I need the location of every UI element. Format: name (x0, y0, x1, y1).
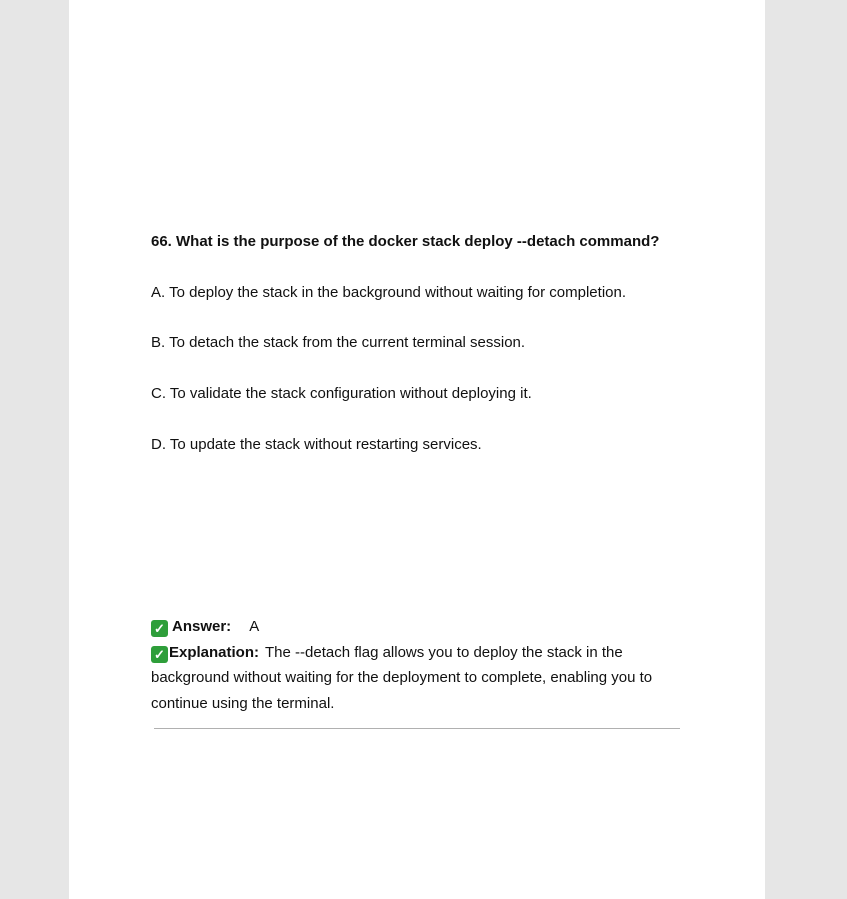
option-c: C. To validate the stack configuration without deploying it. (151, 385, 532, 402)
explanation-paragraph (151, 640, 671, 717)
answer-label: Answer: (172, 618, 232, 635)
check-mark-icon: ✓ (151, 620, 168, 637)
option-a: A. To deploy the stack in the background without waiting for completion. (151, 284, 626, 301)
section-divider (154, 728, 680, 729)
question-title: 66. What is the purpose of the docker stack deploy --detach command? (151, 233, 660, 250)
document-page (69, 0, 765, 899)
option-d: D. To update the stack without restarting services. (151, 436, 482, 453)
explanation-label: Explanation: (169, 643, 260, 661)
answer-line (151, 614, 671, 640)
answer-block (151, 614, 671, 716)
check-mark-icon: ✓ (151, 646, 168, 663)
option-b: B. To detach the stack from the current terminal session. (151, 334, 526, 351)
answer-value: A (249, 618, 260, 635)
explanation-text: The --detach flag allows you to deploy the stack in the background without waiting for the deployment to complete, enabling you to continue using the terminal. (151, 643, 653, 712)
